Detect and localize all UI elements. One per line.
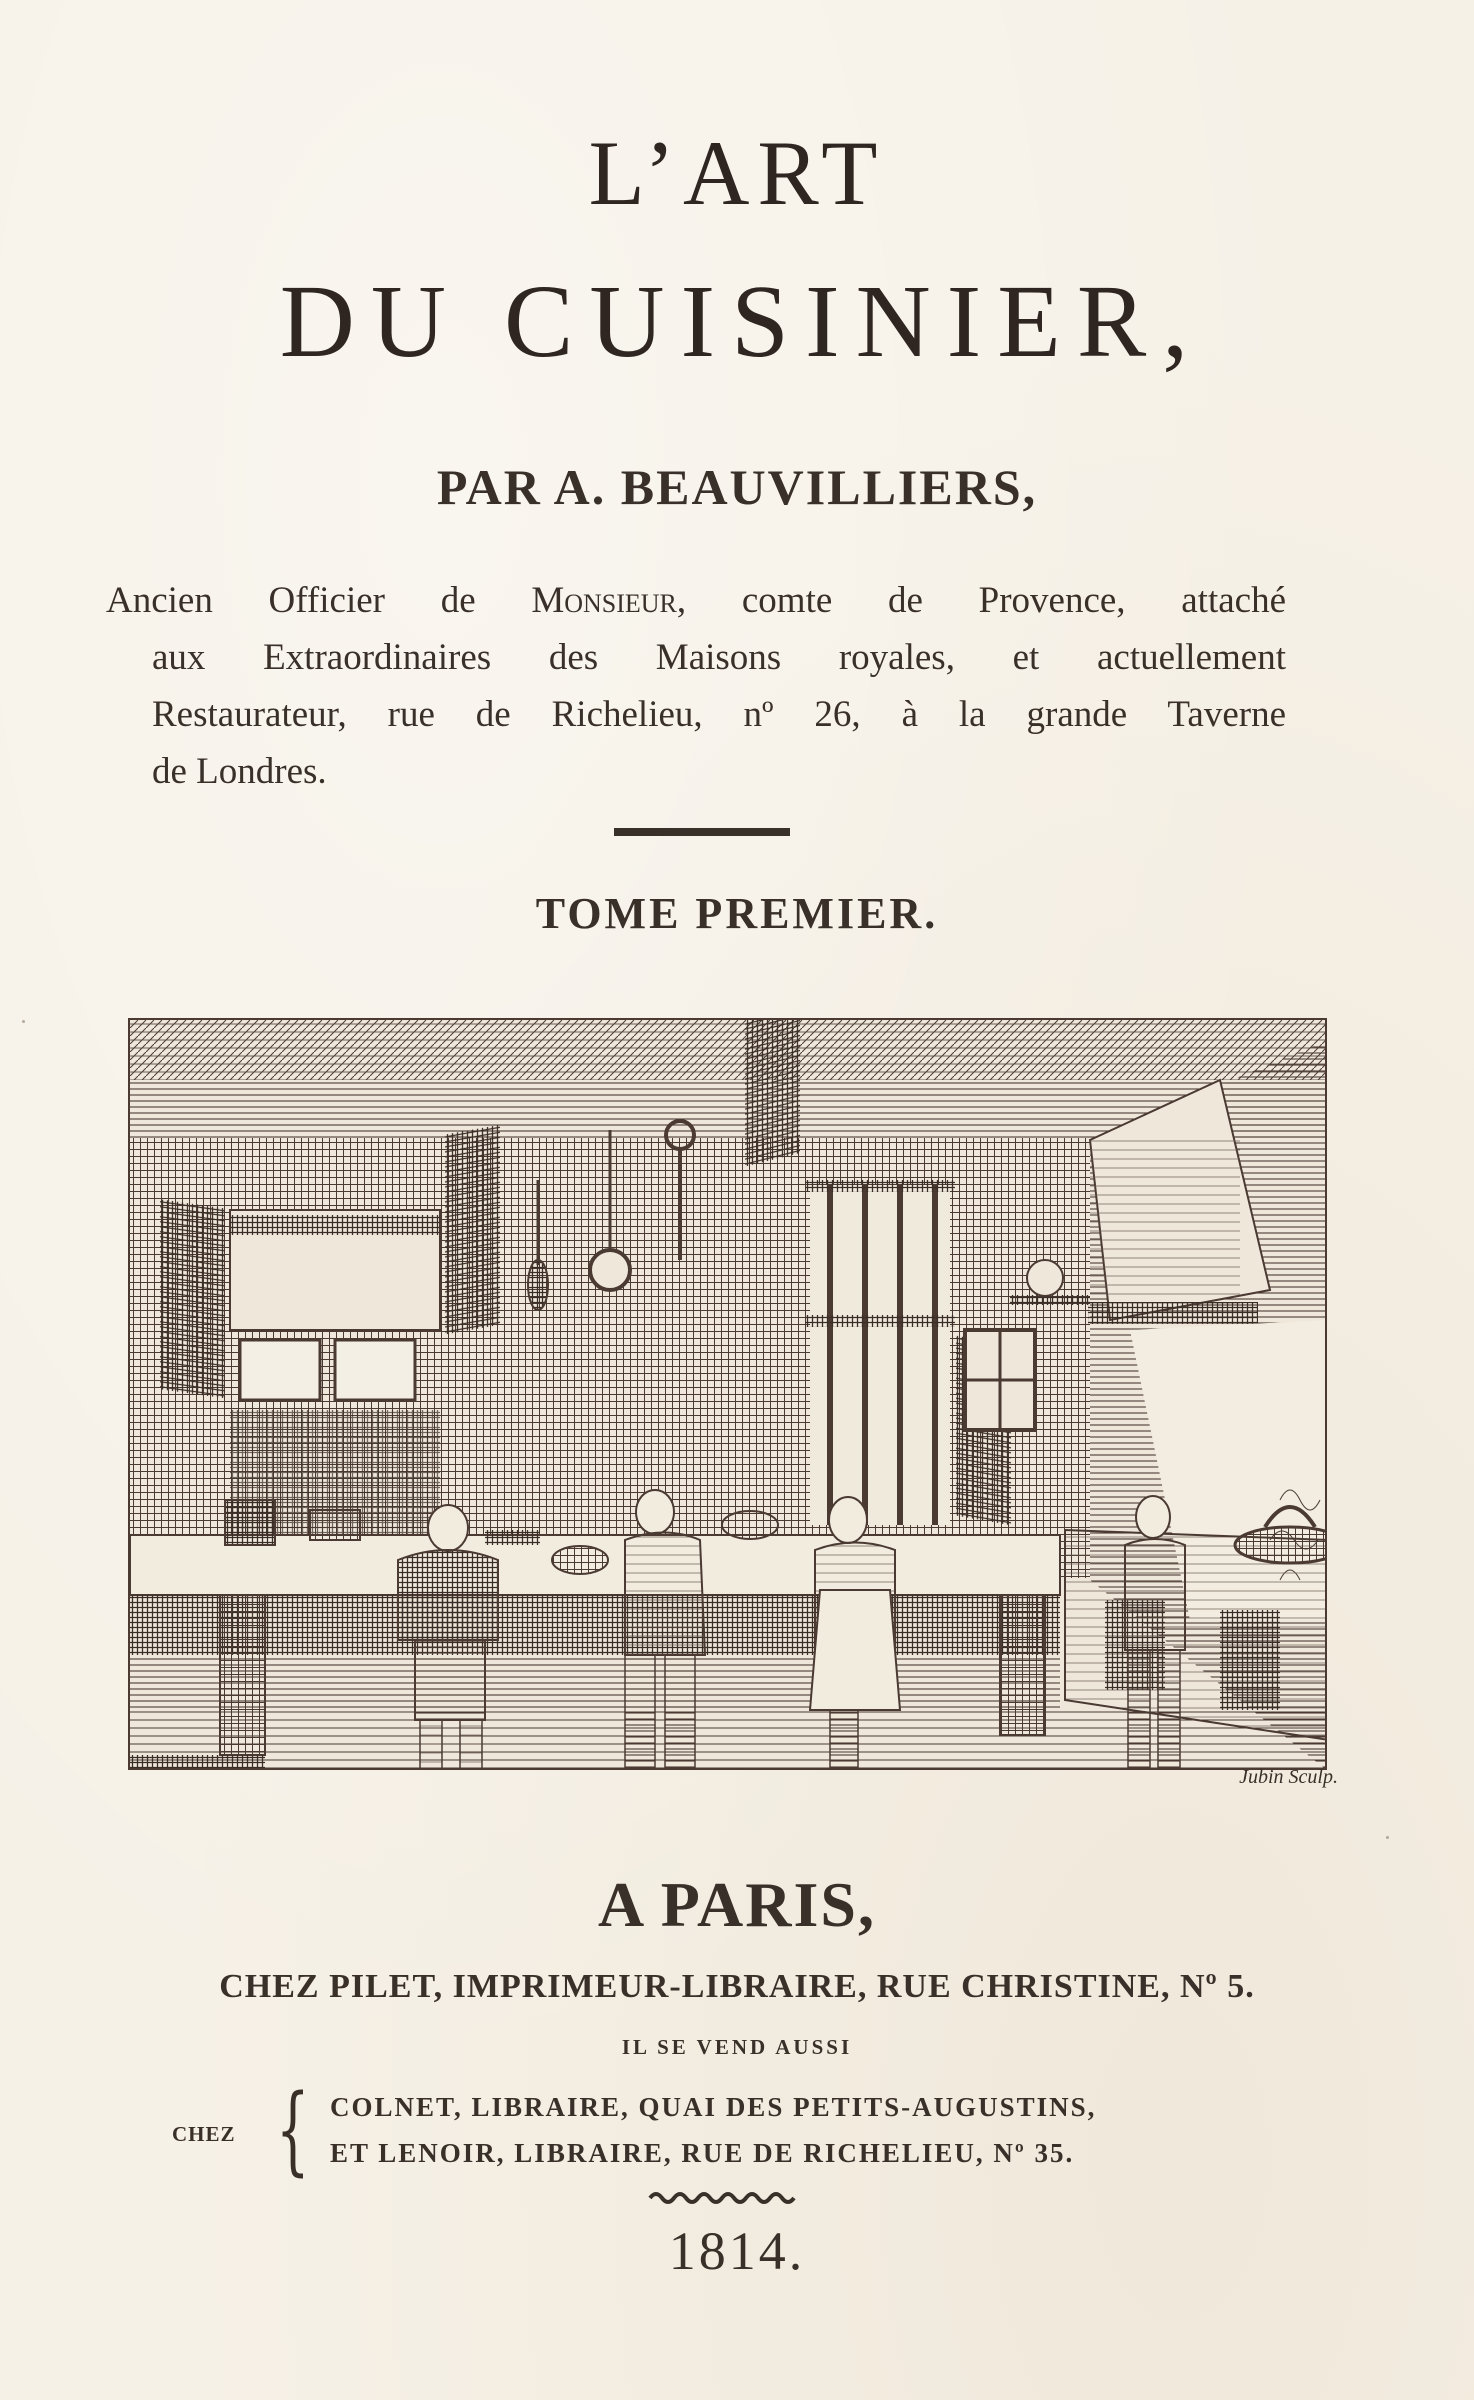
imprint-printer: CHEZ PILET, IMPRIMEUR-LIBRAIRE, RUE CHRISTINE, Nº 5. [219,1968,1255,2005]
paper-speck [22,1020,25,1023]
seller-line: ET LENOIR, LIBRAIRE, RUE DE RICHELIEU, Nº 35. [330,2138,1075,2168]
author-description [106,572,1286,800]
wavy-rule-ornament [648,2190,798,2206]
title-line-1: L’ART [588,122,886,224]
title-line-2: DU CUISINIER, [279,264,1205,379]
volume-label: TOME PREMIER. [535,889,939,938]
description-line-1: Ancien Officier de Monsieur, comte de Provence, attaché [106,580,1286,621]
engraver-credit: Jubin Sculp. [1239,1766,1338,1788]
monsieur-small-caps: Monsieur [531,580,677,621]
description-line-4: de Londres. [152,751,327,792]
horizontal-rule [614,828,790,836]
imprint-chez-label: CHEZ [172,2122,236,2146]
author-line: PAR A. BEAUVILLIERS, [436,459,1038,515]
description-line-2: aux Extraordinaires des Maisons royales, et actuellement [152,637,1286,678]
kitchen-engraving [128,1018,1327,1770]
publication-year: 1814. [668,2221,806,2281]
imprint-also-sold: IL SE VEND AUSSI [621,2035,853,2059]
paper-speck [1386,1836,1389,1839]
imprint-sellers [330,2084,1096,2176]
curly-brace-icon: { [276,2074,310,2186]
imprint-city: A PARIS, [598,1869,876,1940]
description-line-3: Restaurateur, rue de Richelieu, nº 26, à la grande Taverne [152,694,1286,735]
seller-line: COLNET, LIBRAIRE, QUAI DES PETITS-AUGUSTINS, [330,2092,1097,2122]
